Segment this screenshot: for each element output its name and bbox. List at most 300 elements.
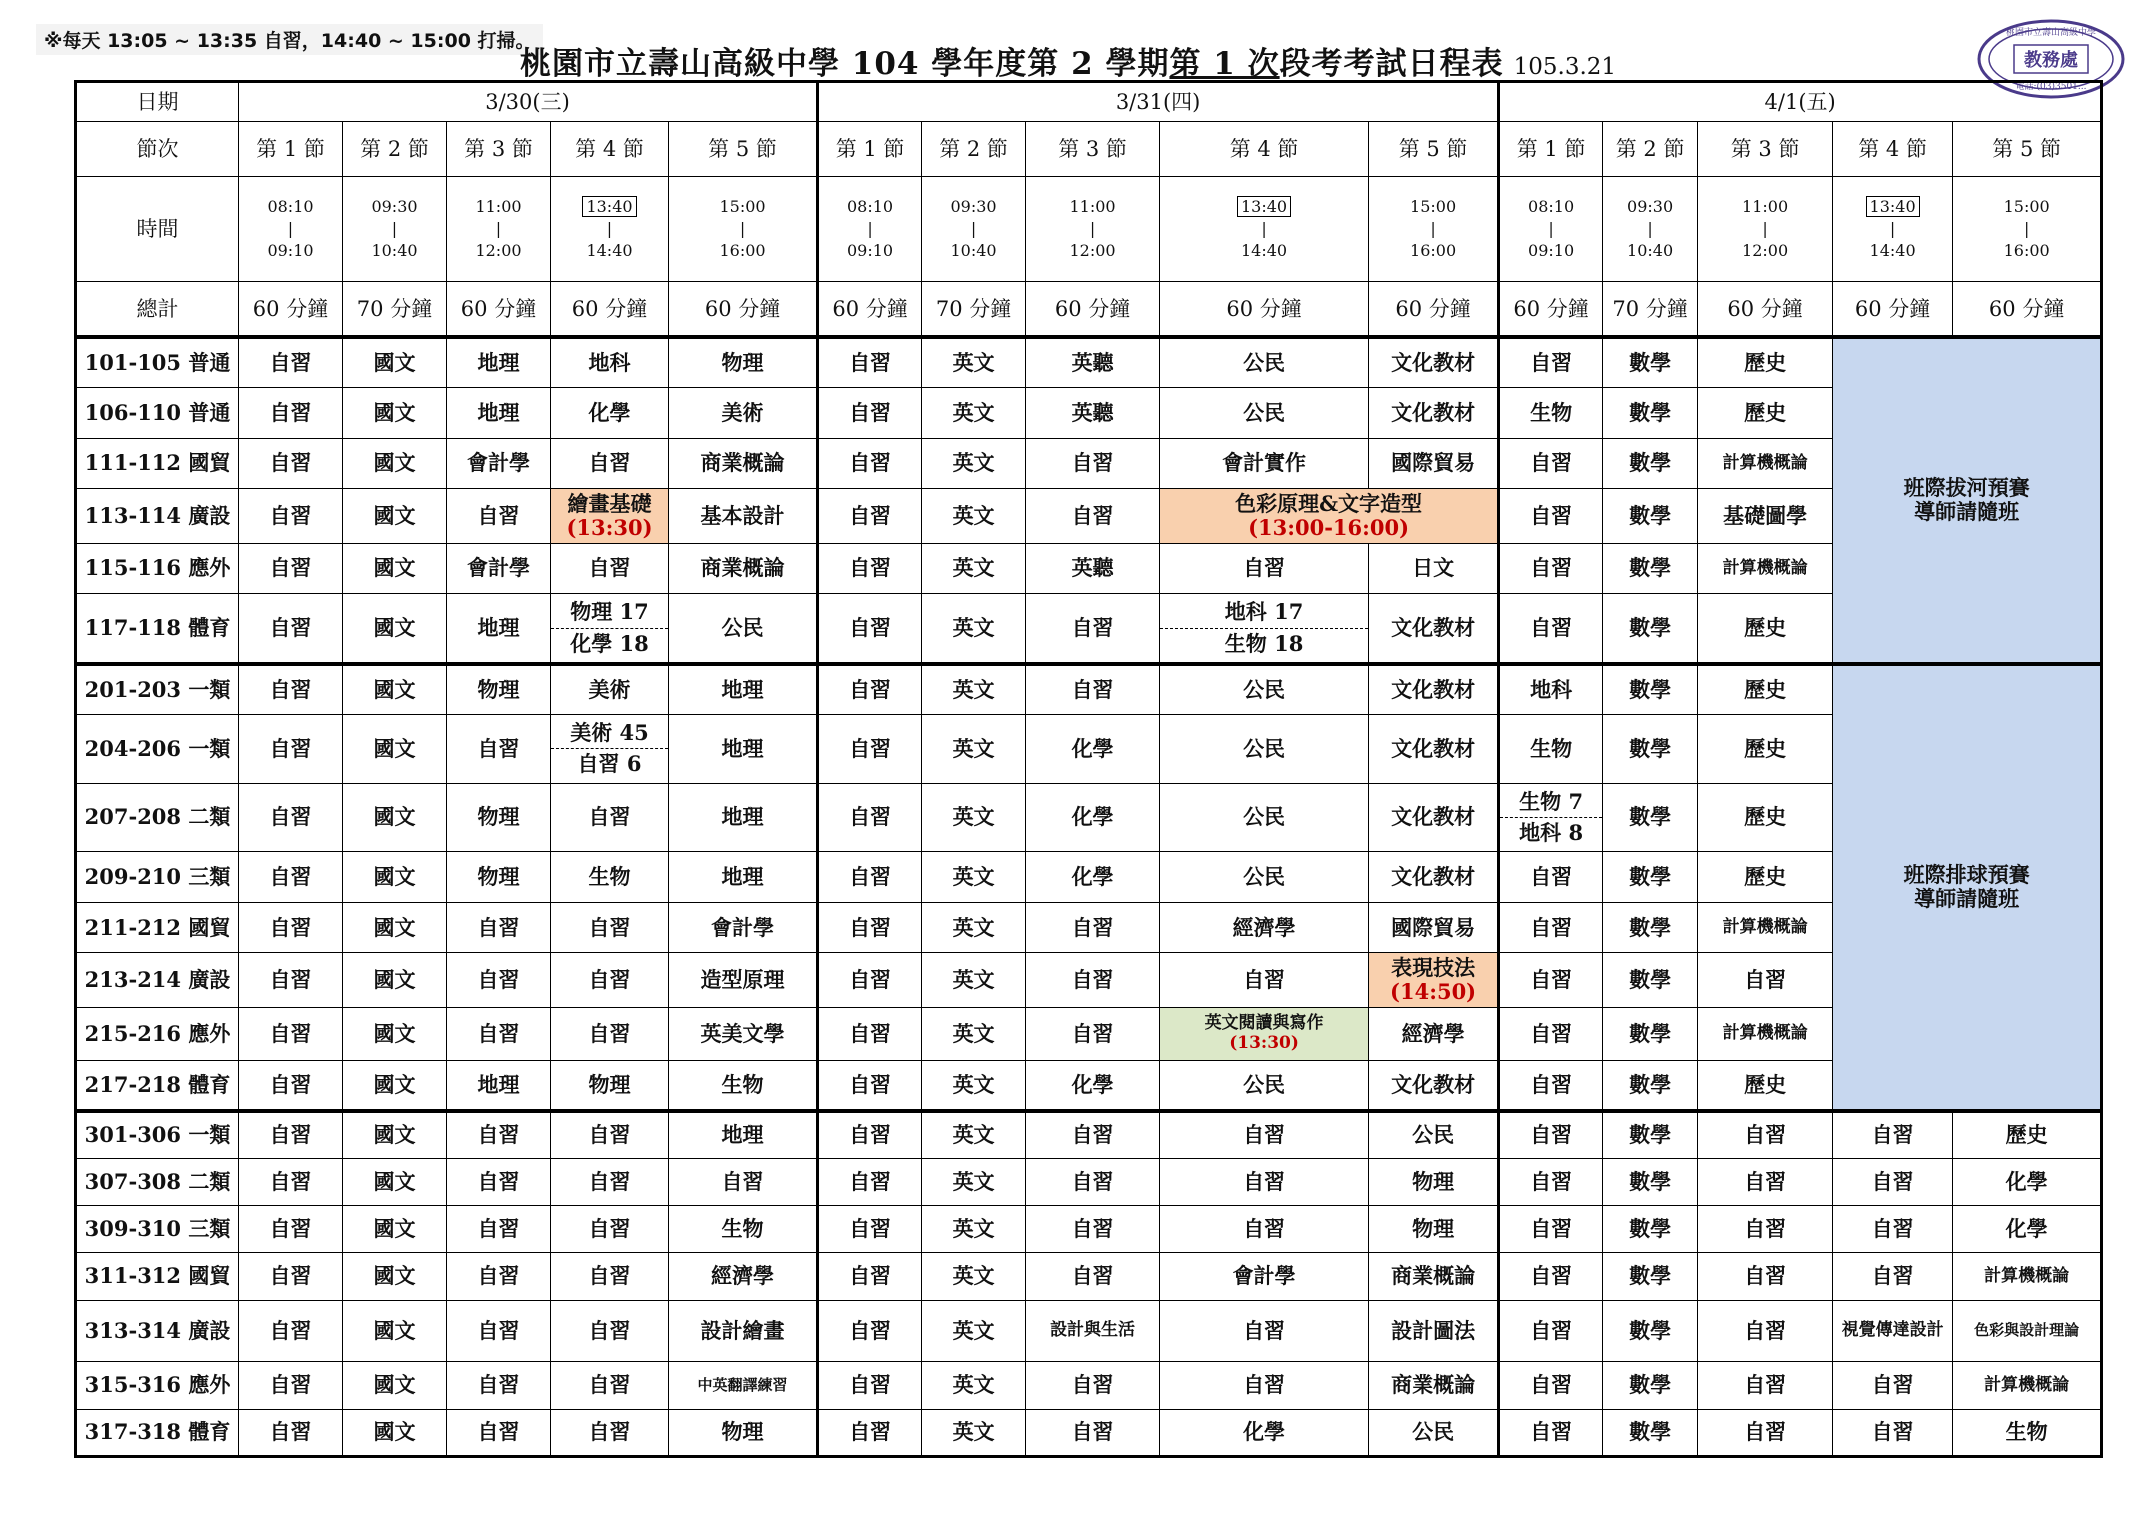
exam-cell: 自習 (1499, 852, 1603, 903)
exam-cell: 數學 (1603, 1007, 1698, 1060)
exam-cell: 美術 (669, 388, 818, 439)
exam-cell: 文化教材 (1369, 664, 1499, 715)
exam-cell: 自習 (1499, 1362, 1603, 1409)
exam-cell: 英文 (922, 902, 1026, 953)
duration: 60 分鐘 (1369, 282, 1499, 337)
exam-cell: 自習 (818, 489, 922, 543)
exam-cell: 自習 (239, 852, 343, 903)
exam-cell: 文化教材 (1369, 337, 1499, 388)
exam-cell: 自習 (818, 337, 922, 388)
start-time: 15:00 (1410, 197, 1457, 217)
exam-cell: 自習 (1698, 1205, 1833, 1252)
exam-cell: 數學 (1603, 953, 1698, 1007)
exam-cell: 生物 (1499, 388, 1603, 439)
start-time: 15:00 (719, 197, 766, 217)
exam-cell: 數學 (1603, 664, 1698, 715)
exam-cell: 自習 (818, 783, 922, 852)
exam-cell: 自習 (1160, 1111, 1369, 1158)
exam-cell: 數學 (1603, 902, 1698, 953)
exam-cell: 化學 (551, 388, 669, 439)
period-header: 第 3 節 (447, 121, 551, 176)
period-header: 第 4 節 (1160, 121, 1369, 176)
exam-cell: 自習 (1833, 1111, 1953, 1158)
exam-cell: 自習 (447, 902, 551, 953)
exam-cell: 英文 (922, 1253, 1026, 1300)
exam-cell: 自習 (1026, 1253, 1160, 1300)
start-time: 11:00 (475, 197, 522, 217)
duration: 70 分鐘 (343, 282, 447, 337)
start-time-boxed: 13:40 (1237, 196, 1291, 217)
exam-cell: 計算機概論 (1698, 1007, 1833, 1060)
exam-cell: 自習 (239, 1300, 343, 1362)
exam-cell-split (1160, 594, 1369, 664)
exam-cell: 自習 (551, 1362, 669, 1409)
time-cell (1603, 176, 1698, 282)
exam-cell: 自習 (447, 953, 551, 1007)
class-group: 106-110 普通 (76, 388, 239, 439)
exam-cell: 國文 (343, 852, 447, 903)
exam-cell: 經濟學 (669, 1253, 818, 1300)
exam-cell: 數學 (1603, 1362, 1698, 1409)
exam-cell: 自習 (551, 438, 669, 489)
exam-cell: 設計繪畫 (669, 1300, 818, 1362)
exam-cell: 英文 (922, 594, 1026, 664)
exam-cell: 自習 (1499, 1253, 1603, 1300)
day-header: 4/1(五) (1499, 82, 2102, 122)
exam-cell: 數學 (1603, 594, 1698, 664)
exam-cell: 公民 (1160, 1060, 1369, 1111)
exam-cell: 自習 (239, 783, 343, 852)
exam-cell: 自習 (447, 1362, 551, 1409)
duration: 60 分鐘 (669, 282, 818, 337)
exam-cell: 國文 (343, 489, 447, 543)
time-separator: | (1889, 219, 1896, 239)
exam-cell: 英文 (922, 852, 1026, 903)
period-header: 第 5 節 (669, 121, 818, 176)
end-time: 12:00 (475, 241, 522, 261)
exam-cell: 自習 (818, 1362, 922, 1409)
exam-cell: 自習 (239, 489, 343, 543)
exam-cell: 英文 (922, 1111, 1026, 1158)
start-time (551, 196, 668, 218)
time-cell (1499, 176, 1603, 282)
exam-cell: 自習 (1698, 953, 1833, 1007)
exam-cell: 自習 (1499, 489, 1603, 543)
time-cell (1953, 176, 2102, 282)
exam-cell: 自習 (818, 1300, 922, 1362)
exam-cell: 會計實作 (1160, 438, 1369, 489)
exam-cell-split (551, 594, 669, 664)
exam-cell: 英文 (922, 664, 1026, 715)
end-time: 10:40 (371, 241, 418, 261)
exam-cell: 國文 (343, 438, 447, 489)
exam-cell: 自習 (818, 902, 922, 953)
time-separator: | (287, 219, 294, 239)
exam-cell: 歷史 (1698, 594, 1833, 664)
start-time-boxed: 13:40 (582, 196, 636, 217)
exam-cell: 自習 (1833, 1253, 1953, 1300)
time-separator: | (970, 219, 977, 239)
split-subject: 物理 17 (551, 597, 668, 628)
duration: 60 分鐘 (447, 282, 551, 337)
duration: 60 分鐘 (1833, 282, 1953, 337)
exam-cell: 自習 (239, 1158, 343, 1205)
exam-cell: 造型原理 (669, 953, 818, 1007)
exam-cell: 自習 (818, 1007, 922, 1060)
exam-cell: 自習 (1499, 594, 1603, 664)
exam-cell: 自習 (1026, 1205, 1160, 1252)
event-block (1833, 664, 2102, 1111)
exam-cell: 歷史 (1698, 715, 1833, 784)
exam-cell: 自習 (239, 902, 343, 953)
class-group: 317-318 體育 (76, 1409, 239, 1457)
start-time: 08:10 (1528, 197, 1575, 217)
exam-cell: 公民 (669, 594, 818, 664)
exam-cell: 生物 (551, 852, 669, 903)
time-cell (551, 176, 669, 282)
exam-cell: 數學 (1603, 1300, 1698, 1362)
class-group: 111-112 國貿 (76, 438, 239, 489)
exam-cell: 自習 (1160, 1362, 1369, 1409)
exam-cell: 自習 (1160, 543, 1369, 594)
period-header: 第 5 節 (1953, 121, 2102, 176)
exam-cell: 自習 (1026, 594, 1160, 664)
split-subject: 化學 18 (570, 630, 649, 656)
end-time: 14:40 (586, 241, 633, 261)
exam-cell: 地理 (669, 852, 818, 903)
exam-cell: 自習 (447, 715, 551, 784)
exam-cell: 生物 (669, 1060, 818, 1111)
exam-cell: 國文 (343, 543, 447, 594)
period-header: 第 4 節 (1833, 121, 1953, 176)
exam-cell: 日文 (1369, 543, 1499, 594)
exam-cell: 自習 (818, 388, 922, 439)
exam-cell: 物理 (669, 1409, 818, 1457)
exam-cell: 英文 (922, 388, 1026, 439)
exam-cell: 地理 (447, 594, 551, 664)
exam-cell: 英文 (922, 543, 1026, 594)
daily-note: ※每天 13:05 ~ 13:35 自習，14:40 ~ 15:00 打掃。 (36, 24, 543, 55)
class-group: 201-203 一類 (76, 664, 239, 715)
end-time: 12:00 (1742, 241, 1789, 261)
exam-start-note: (14:50) (1390, 979, 1477, 1005)
exam-cell: 自習 (239, 715, 343, 784)
exam-cell: 自習 (239, 594, 343, 664)
exam-cell: 自習 (239, 543, 343, 594)
exam-cell: 自習 (818, 852, 922, 903)
duration: 60 分鐘 (1499, 282, 1603, 337)
exam-cell: 數學 (1603, 489, 1698, 543)
end-time: 16:00 (1410, 241, 1457, 261)
split-subject: 生物 7 (1500, 787, 1602, 818)
exam-cell: 化學 (1160, 1409, 1369, 1457)
exam-cell: 自習 (1833, 1362, 1953, 1409)
exam-cell: 自習 (1026, 1362, 1160, 1409)
class-group: 113-114 廣設 (76, 489, 239, 543)
exam-cell: 自習 (818, 1409, 922, 1457)
exam-subject: 表現技法 (1391, 954, 1476, 980)
exam-cell: 自習 (1833, 1158, 1953, 1205)
title-emph: 第 1 次 (1169, 46, 1280, 82)
exam-cell: 商業概論 (669, 438, 818, 489)
exam-cell: 自習 (1160, 953, 1369, 1007)
exam-cell: 自習 (551, 1205, 669, 1252)
start-time: 15:00 (2003, 197, 2050, 217)
exam-cell: 英文 (922, 1205, 1026, 1252)
exam-cell: 自習 (1499, 1205, 1603, 1252)
duration: 70 分鐘 (1603, 282, 1698, 337)
exam-cell: 自習 (818, 1060, 922, 1111)
exam-cell: 物理 (1369, 1205, 1499, 1252)
exam-cell: 國文 (343, 1060, 447, 1111)
exam-cell: 英文 (922, 715, 1026, 784)
exam-cell: 數學 (1603, 852, 1698, 903)
exam-cell: 自習 (1026, 1007, 1160, 1060)
exam-cell: 化學 (1953, 1158, 2102, 1205)
end-time: 09:10 (267, 241, 314, 261)
exam-cell: 自習 (447, 1158, 551, 1205)
class-group: 311-312 國貿 (76, 1253, 239, 1300)
period-header: 第 2 節 (343, 121, 447, 176)
exam-cell: 國文 (343, 337, 447, 388)
exam-cell: 英文 (922, 337, 1026, 388)
time-separator: | (606, 219, 613, 239)
period-header: 第 2 節 (1603, 121, 1698, 176)
exam-cell: 經濟學 (1369, 1007, 1499, 1060)
exam-cell: 國文 (343, 1409, 447, 1457)
exam-cell: 歷史 (1698, 388, 1833, 439)
exam-cell: 自習 (818, 543, 922, 594)
exam-cell: 自習 (818, 438, 922, 489)
exam-cell: 物理 (447, 783, 551, 852)
exam-cell: 計算機概論 (1953, 1362, 2102, 1409)
duration: 60 分鐘 (551, 282, 669, 337)
exam-cell: 公民 (1369, 1111, 1499, 1158)
split-subject: 美術 45 (551, 718, 668, 749)
split-subject: 自習 6 (577, 751, 642, 777)
time-separator: | (1261, 219, 1267, 239)
exam-cell: 自習 (239, 1205, 343, 1252)
exam-cell: 設計圖法 (1369, 1300, 1499, 1362)
exam-cell: 美術 (551, 664, 669, 715)
start-time (1160, 196, 1368, 218)
exam-cell: 物理 (551, 1060, 669, 1111)
exam-cell: 自習 (551, 543, 669, 594)
exam-cell: 化學 (1026, 715, 1160, 784)
exam-cell: 英文 (922, 1007, 1026, 1060)
exam-cell: 自習 (239, 1409, 343, 1457)
exam-cell: 數學 (1603, 543, 1698, 594)
time-cell (1833, 176, 1953, 282)
exam-cell: 自習 (447, 1409, 551, 1457)
exam-cell: 歷史 (1698, 852, 1833, 903)
exam-cell: 自習 (1499, 953, 1603, 1007)
exam-cell: 地科 (1499, 664, 1603, 715)
exam-cell: 化學 (1026, 852, 1160, 903)
duration: 60 分鐘 (1160, 282, 1369, 337)
time-cell (239, 176, 343, 282)
exam-cell: 自習 (1698, 1158, 1833, 1205)
time-cell (343, 176, 447, 282)
exam-cell: 自習 (551, 1300, 669, 1362)
exam-cell: 自習 (239, 337, 343, 388)
start-time: 11:00 (1069, 197, 1116, 217)
exam-cell: 自習 (1026, 953, 1160, 1007)
exam-cell: 公民 (1160, 664, 1369, 715)
exam-cell: 數學 (1603, 1060, 1698, 1111)
title-prefix: 桃園市立壽山高級中學 104 學年度第 2 學期 (520, 46, 1170, 82)
start-time: 08:10 (847, 197, 894, 217)
exam-schedule-table (74, 80, 2103, 1458)
exam-cell: 地理 (669, 715, 818, 784)
exam-cell: 基本設計 (669, 489, 818, 543)
exam-cell: 國文 (343, 1111, 447, 1158)
exam-cell: 國文 (343, 902, 447, 953)
time-separator: | (867, 219, 873, 239)
exam-cell: 英文 (922, 1362, 1026, 1409)
class-group: 307-308 二類 (76, 1158, 239, 1205)
exam-cell: 歷史 (1698, 337, 1833, 388)
exam-cell: 中英翻譯練習 (669, 1362, 818, 1409)
exam-cell: 設計與生活 (1026, 1300, 1160, 1362)
exam-cell: 歷史 (1698, 664, 1833, 715)
period-header: 第 1 節 (239, 121, 343, 176)
exam-cell: 自習 (239, 1060, 343, 1111)
exam-cell: 歷史 (1698, 1060, 1833, 1111)
end-time: 16:00 (719, 241, 766, 261)
exam-cell-special (1160, 489, 1499, 543)
exam-cell: 自習 (1026, 489, 1160, 543)
exam-cell: 國際貿易 (1369, 902, 1499, 953)
exam-cell: 數學 (1603, 783, 1698, 852)
exam-cell: 國文 (343, 1158, 447, 1205)
exam-cell: 自習 (239, 664, 343, 715)
exam-cell: 自習 (1833, 1409, 1953, 1457)
exam-cell: 英聽 (1026, 388, 1160, 439)
class-group: 207-208 二類 (76, 783, 239, 852)
period-header: 第 3 節 (1026, 121, 1160, 176)
event-title: 班際排球預賽 (1903, 862, 2030, 888)
exam-cell: 物理 (669, 337, 818, 388)
duration: 60 分鐘 (1026, 282, 1160, 337)
exam-cell: 國文 (343, 1007, 447, 1060)
exam-cell: 自習 (551, 1158, 669, 1205)
exam-cell: 國文 (343, 1362, 447, 1409)
day-header: 3/30(三) (239, 82, 818, 122)
time-separator: | (1548, 219, 1554, 239)
exam-cell: 自習 (551, 1111, 669, 1158)
exam-cell: 自習 (1499, 902, 1603, 953)
exam-cell: 生物 (669, 1205, 818, 1252)
exam-cell: 國際貿易 (1369, 438, 1499, 489)
exam-cell: 英文 (922, 1158, 1026, 1205)
end-time: 10:40 (1627, 241, 1674, 261)
exam-cell: 自習 (239, 953, 343, 1007)
exam-cell: 自習 (669, 1158, 818, 1205)
exam-cell: 地理 (669, 1111, 818, 1158)
exam-cell: 數學 (1603, 1111, 1698, 1158)
exam-cell: 數學 (1603, 1253, 1698, 1300)
end-time: 14:40 (1869, 241, 1916, 261)
exam-cell: 計算機概論 (1698, 438, 1833, 489)
class-group: 215-216 應外 (76, 1007, 239, 1060)
exam-cell: 地理 (447, 388, 551, 439)
end-time: 09:10 (1528, 241, 1575, 261)
exam-cell: 英文 (922, 1060, 1026, 1111)
exam-cell: 國文 (343, 594, 447, 664)
exam-cell: 自習 (818, 594, 922, 664)
exam-cell: 自習 (818, 664, 922, 715)
exam-cell: 會計學 (447, 543, 551, 594)
duration: 70 分鐘 (922, 282, 1026, 337)
exam-cell: 商業概論 (1369, 1362, 1499, 1409)
exam-cell: 文化教材 (1369, 388, 1499, 439)
exam-cell: 化學 (1026, 1060, 1160, 1111)
exam-cell: 數學 (1603, 1409, 1698, 1457)
exam-cell: 英美文學 (669, 1007, 818, 1060)
exam-cell: 自習 (1026, 438, 1160, 489)
time-separator: | (495, 219, 502, 239)
exam-cell: 公民 (1160, 852, 1369, 903)
exam-cell: 自習 (551, 1007, 669, 1060)
exam-cell: 自習 (1698, 1300, 1833, 1362)
exam-cell: 自習 (447, 1007, 551, 1060)
exam-start-note: (13:30) (1229, 1032, 1299, 1053)
exam-cell-special (1160, 1007, 1369, 1060)
exam-cell: 自習 (818, 1205, 922, 1252)
exam-cell: 自習 (239, 1111, 343, 1158)
exam-cell-special (1369, 953, 1499, 1007)
exam-cell: 商業概論 (669, 543, 818, 594)
time-separator: | (1089, 219, 1096, 239)
exam-cell: 自習 (1698, 1362, 1833, 1409)
exam-cell: 會計學 (669, 902, 818, 953)
exam-cell: 自習 (1499, 337, 1603, 388)
exam-subject: 英文閱讀與寫作 (1204, 1013, 1324, 1034)
exam-cell: 數學 (1603, 1205, 1698, 1252)
class-group: 217-218 體育 (76, 1060, 239, 1111)
title-suffix: 段考考試日程表 (1279, 46, 1504, 82)
exam-cell: 數學 (1603, 715, 1698, 784)
total-label: 總計 (76, 282, 239, 337)
exam-cell: 英文 (922, 438, 1026, 489)
exam-cell: 地理 (447, 1060, 551, 1111)
exam-cell: 商業概論 (1369, 1253, 1499, 1300)
exam-cell: 自習 (447, 1205, 551, 1252)
time-cell (1026, 176, 1160, 282)
exam-cell: 色彩與設計理論 (1953, 1300, 2102, 1362)
exam-cell: 自習 (1026, 664, 1160, 715)
exam-cell: 公民 (1369, 1409, 1499, 1457)
exam-cell: 自習 (1160, 1158, 1369, 1205)
exam-cell: 自習 (551, 783, 669, 852)
exam-cell-split (1499, 783, 1603, 852)
date-label: 日期 (76, 82, 239, 122)
exam-cell: 自習 (1499, 1409, 1603, 1457)
event-note: 導師請隨班 (1914, 886, 2020, 912)
time-separator: | (739, 219, 746, 239)
exam-cell: 自習 (447, 1253, 551, 1300)
time-separator: | (1430, 219, 1436, 239)
start-time: 09:30 (1627, 197, 1674, 217)
period-header: 第 5 節 (1369, 121, 1499, 176)
exam-cell: 計算機概論 (1698, 543, 1833, 594)
exam-cell: 自習 (551, 953, 669, 1007)
exam-cell: 自習 (1026, 902, 1160, 953)
exam-cell: 自習 (447, 1111, 551, 1158)
exam-cell: 英文 (922, 489, 1026, 543)
exam-cell: 自習 (1499, 1300, 1603, 1362)
